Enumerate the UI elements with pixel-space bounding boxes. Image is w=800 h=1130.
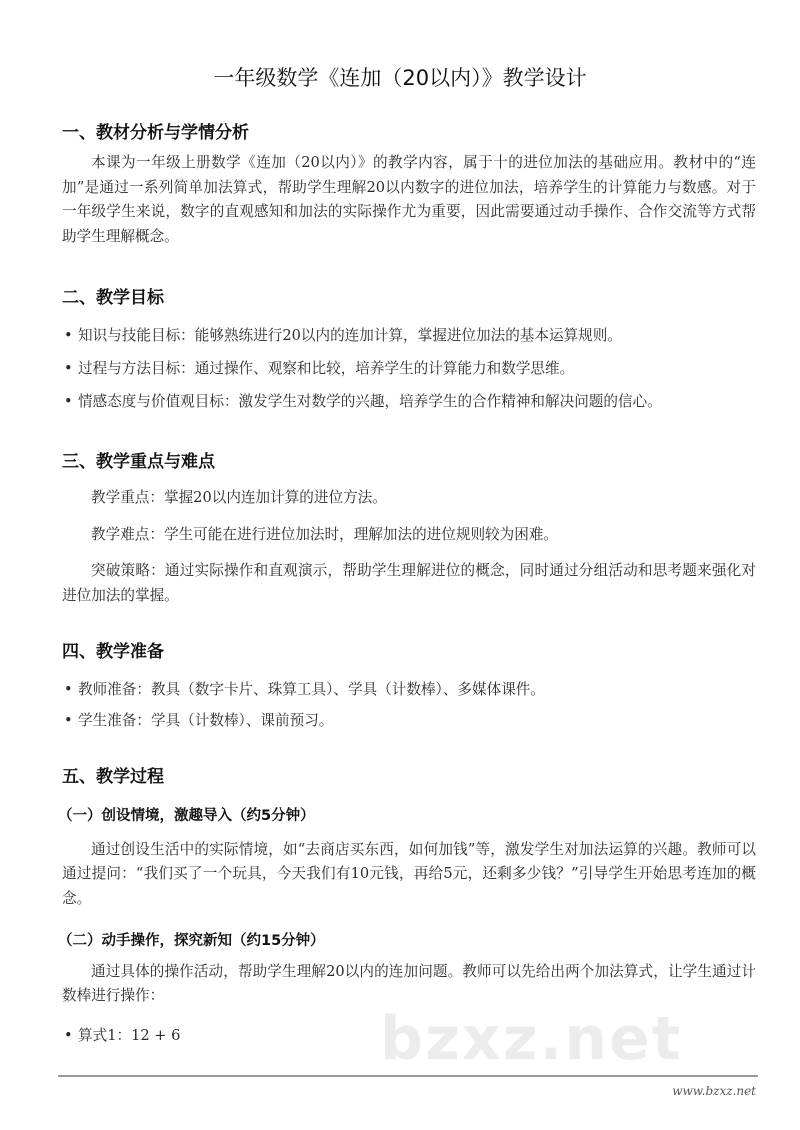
section-heading-5: 五、教学过程	[62, 766, 164, 787]
paragraph: 本课为一年级上册数学《连加（20以内）》的教学内容，属于十的进位加法的基础应用。教材中的“连加”是通过一系列简单加法算式，帮助学生理解20以内数字的进位加法，培养学生的计算能力与数感。对于一年级学生来说，数字的直观感知和加法的实际操作尤为重要，因此需要通过动手操作、合作交流等方式帮助学生理解概念。	[62, 154, 756, 246]
footer-url: www.bzxz.net	[672, 1084, 756, 1098]
section-heading-2: 二、教学目标	[62, 287, 164, 308]
list-item: • 情感态度与价值观目标：激发学生对数学的兴趣，培养学生的合作精神和解决问题的信心。	[78, 391, 662, 413]
paragraph: 通过具体的操作活动，帮助学生理解20以内的连加问题。教师可以先给出两个加法算式，让学生通过计数棒进行操作：	[62, 962, 756, 1005]
section-heading-1: 一、教材分析与学情分析	[62, 123, 249, 143]
section-heading-4: 四、教学准备	[62, 641, 164, 662]
list-item: • 过程与方法目标：通过操作、观察和比较，培养学生的计算能力和数学思维。	[78, 358, 574, 380]
paragraph: 教学难点：学生可能在进行进位加法时，理解加法的进位规则较为困难。	[91, 525, 559, 543]
section-heading-3: 三、教学重点与难点	[62, 451, 215, 472]
paragraph: 突破策略：通过实际操作和直观演示，帮助学生理解进位的概念，同时通过分组活动和思考题来强化对进位加法的掌握。	[62, 562, 756, 604]
watermark: bzxz.net	[380, 1004, 683, 1074]
paragraph: 教学重点：掌握20以内连加计算的进位方法。	[91, 488, 387, 506]
page-title: 一年级数学《连加（20以内）》教学设计	[213, 66, 587, 90]
list-item: • 算式1：12 + 6	[78, 1025, 180, 1047]
footer-divider	[58, 1075, 758, 1077]
subsection-heading-1: （一）创设情境，激趣导入（约5分钟）	[58, 807, 315, 824]
list-item: • 教师准备：教具（数字卡片、珠算工具）、学具（计数棒）、多媒体课件。	[78, 679, 545, 701]
paragraph: 通过创设生活中的实际情境，如“去商店买东西，如何加钱”等，激发学生对加法运算的兴趣。教师可以通过提问：“我们买了一个玩具，今天我们有10元钱，再给5元，还剩多少钱？”引导学生开始思考连加的概念。	[62, 840, 756, 908]
list-item: • 学生准备：学具（计数棒）、课前预习。	[78, 710, 333, 732]
subsection-heading-2: （二）动手操作，探究新知（约15分钟）	[58, 932, 325, 949]
list-item: • 知识与技能目标：能够熟练进行20以内的连加计算，掌握进位加法的基本运算规则。	[78, 325, 622, 347]
